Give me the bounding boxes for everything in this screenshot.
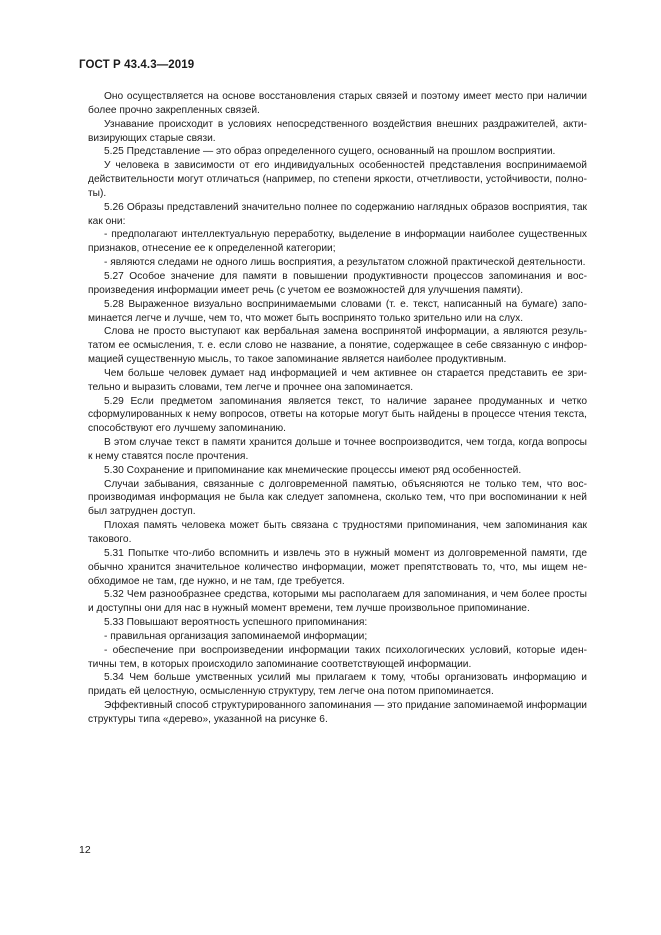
document-header: ГОСТ Р 43.4.3—2019 — [79, 59, 195, 71]
paragraph-5-34: 5.34 Чем больше умственных усилий мы прилагаем к тому, чтобы организовать информацию и придать ей целостную, осмысленную структуру, тем легче она потом припоминается. — [88, 672, 587, 698]
paragraph: Эффективный способ структурированного запоминания — это придание запоминаемой информации структуры типа «дерево», указанной на рисунке 6. — [88, 700, 587, 725]
body-text — [88, 90, 587, 727]
paragraph-5-33: 5.33 Повышают вероятность успешного припоминания: — [104, 617, 368, 629]
list-item: - предполагают интеллектуальную переработку, выделение в информации наиболее существенных признаков, отнесение ее к определенной категории; — [88, 229, 587, 255]
paragraph: Узнавание происходит в условиях непосредственного воздействия внешних раздражителей, активизирующих старые связи. — [88, 118, 587, 144]
paragraph: Оно осуществляется на основе восстановления старых связей и поэтому имеет место при наличии более прочно закрепленных связей. — [88, 91, 587, 116]
list-item: - правильная организация запоминаемой информации; — [104, 630, 368, 642]
page-number: 12 — [79, 844, 91, 856]
paragraph-5-30: 5.30 Сохранение и припоминание как мнемические процессы имеют ряд особенностей. — [104, 464, 522, 476]
paragraph: Плохая память человека может быть связана с трудностями припоминания, чем запоминания как такового. — [88, 520, 587, 545]
paragraph-5-29: 5.29 Если предметом запоминания является текст, то наличие заранее продуманных и четко сформулированных к нему вопросов, ответы на которые могут быть найдены в процессе чтения текста, способствуют его лучшему запоминанию. — [88, 395, 587, 435]
paragraph-5-31: 5.31 Попытке что-либо вспомнить и извлечь это в нужный момент из долговременной памяти, где обычно хранится значительное количество информации, может препятствовать то, что, мы ищем необходимое не там, где нужно, и не там, где требуется. — [88, 547, 587, 587]
paragraph-5-27: 5.27 Особое значение для памяти в повышении продуктивности процессов запоминания и воспроизведения информации имеет речь (с учетом ее возможностей для улучшения памяти). — [88, 270, 587, 296]
paragraph-5-25: 5.25 Представление — это образ определенного сущего, основанный на прошлом восприятии. — [104, 146, 556, 158]
paragraph-5-28: 5.28 Выраженное визуально воспринимаемыми словами (т. е. текст, написанный на бумаге) запоминается легче и лучше, чем то, что может быть воспринято только зрительно или на слух. — [88, 298, 587, 324]
paragraph-5-32: 5.32 Чем разнообразнее средства, которыми мы располагаем для запоминания, и чем более просты и доступны они для нас в нужный момент времени, тем лучше произвольное припоминание. — [88, 589, 587, 615]
paragraph: Случаи забывания, связанные с долговременной памятью, объясняются не только тем, что воспроизводимая информация не была как следует запомнена, сколько тем, что при воспоминании к ней был затруднен доступ. — [88, 478, 587, 518]
list-item: - обеспечение при воспроизведении информации таких психологических условий, которые идентичны тем, в которых происходило запоминание соответствующей информации. — [88, 644, 587, 670]
list-item: - являются следами не одного лишь восприятия, а результатом сложной практической деятельности. — [104, 257, 586, 269]
paragraph: В этом случае текст в памяти хранится дольше и точнее воспроизводится, чем тогда, когда вопросы к нему ставятся после прочтения. — [88, 437, 587, 462]
paragraph: Чем больше человек думает над информацией и чем активнее он старается представить ее зрительно и выразить словами, тем легче и прочнее она запоминается. — [88, 367, 587, 393]
paragraph-5-26: 5.26 Образы представлений значительно полнее по содержанию наглядных образов восприятия, так как они: — [88, 201, 587, 227]
paragraph: У человека в зависимости от его индивидуальных особенностей представления воспринимаемой действительности могут отличаться (например, по степени яркости, отчетливости, устойчивости, полноты). — [88, 160, 587, 199]
paragraph: Слова не просто выступают как вербальная замена воспринятой информации, а являются результатом ее осмысления, т. е. если слово не название, а понятие, содержащее в себе связанную с информацией существенную мысль, то такое запоминание является наиболее продуктивным. — [88, 326, 587, 366]
